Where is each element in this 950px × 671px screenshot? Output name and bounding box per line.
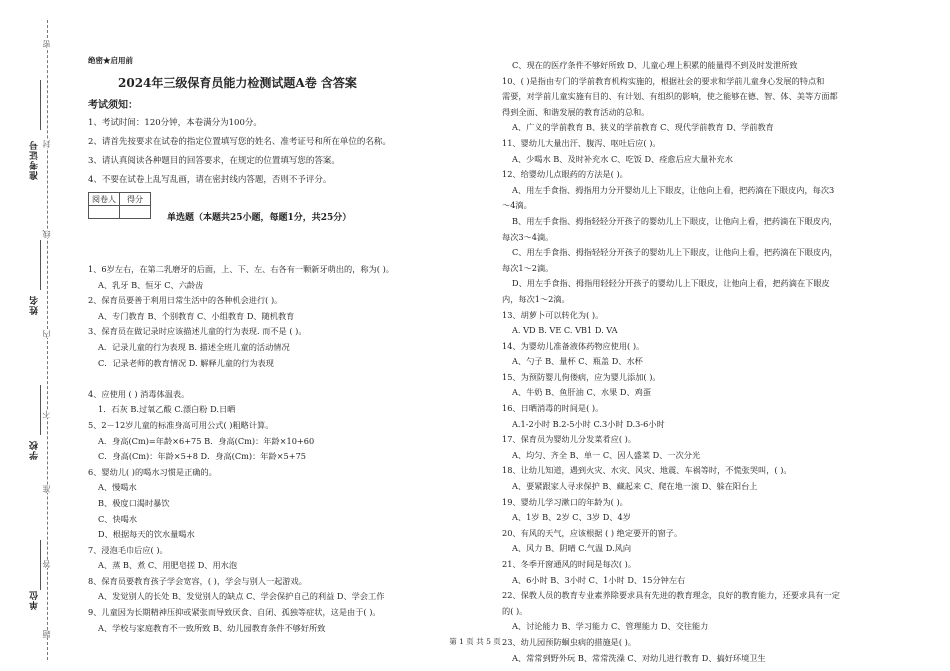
answer-option-line: A、6小时 B、3小时 C、1小时 D、15分钟左右 xyxy=(512,574,686,585)
score-table-header-score: 得分 xyxy=(120,193,151,206)
question-line: 的( )。 xyxy=(502,605,528,616)
answer-option-line: C．记录老师的教育情况 D. 解释儿童的行为表现 xyxy=(98,357,274,368)
score-table xyxy=(88,192,151,219)
question-line: 3、保育员在做记录时应该描述儿童的行为表现. 而不是 ( )。 xyxy=(88,326,307,337)
question-line: 17、保育员为婴幼儿分发菜肴应( )。 xyxy=(502,434,637,445)
answer-option-line: C、现在的医疗条件不够好所致 D、儿童心理上积累的能量得不到及时发泄所致 xyxy=(512,60,798,70)
question-line: 15、为预防婴儿佝偻病，应为婴儿添加( )。 xyxy=(502,371,661,382)
question-line: 内，每次1～2滴。 xyxy=(502,293,570,304)
answer-option-line: B、极度口渴时暴饮 xyxy=(98,497,170,508)
seal-char: 线 xyxy=(42,230,51,238)
exam-number-line[interactable] xyxy=(40,80,41,130)
answer-option-line: C、快喝水 xyxy=(98,513,138,524)
notice-item: 2、请首先按要求在试卷的指定位置填写您的姓名、准考证号和所在单位的名称。 xyxy=(88,137,391,147)
question-line: 8、保育员要教育孩子学会宽容，( )，学会与别人一起游戏。 xyxy=(88,575,307,586)
answer-option-line: A．记录儿童的行为表现 B. 描述全班儿童的活动情况 xyxy=(98,341,290,352)
seal-char: 密 xyxy=(42,40,51,48)
answer-option-line: A. VD B. VE C. VB1 D. VA xyxy=(512,325,618,336)
seal-char: 封 xyxy=(42,140,51,148)
question-line: 5、2－12岁儿童的标准身高可用公式( )粗略计算。 xyxy=(88,419,274,430)
question-line: 21、冬季开窗通风的时间是每次( )。 xyxy=(502,559,637,569)
question-line xyxy=(88,371,468,387)
answer-option-line: A、慢喝水 xyxy=(98,482,137,493)
answer-option-line: A、用左手食指、拇指用力分开婴幼儿上下眼皮，让他向上看，把药滴在下眼皮内，每次3 xyxy=(512,184,835,195)
question-line: 18、让幼儿知道，遇到火灾、水灾、风灾、地震、车祸等时，不慌张哭叫，( )。 xyxy=(502,465,792,476)
answer-option-line: C、用左手食指、拇指轻轻分开孩子的婴幼儿上下眼皮，让他向上看，把药滴在下眼皮内， xyxy=(512,247,838,258)
question-line: 20、有风的天气，应该根据 ( ) 绝定要开的窗子。 xyxy=(502,527,683,538)
question-line: 2、保育员要善于利用日常生活中的各种机会进行( )。 xyxy=(88,295,283,306)
question-line: 需要，对学前儿童实施有目的、有计划、有组织的影响，使之能够在德、智、体、美等方面都 xyxy=(502,91,838,102)
score-cell[interactable] xyxy=(120,206,151,219)
page-title: 2024年三级保育员能力检测试题A卷 含答案 xyxy=(118,76,357,90)
page-footer: 第 1 页 共 5 页 xyxy=(449,637,501,646)
question-line: 16、日晒消毒的时间是( )。 xyxy=(502,403,604,414)
label-unit: 单位 xyxy=(30,590,40,610)
secret-mark: 绝密★启用前 xyxy=(88,56,133,65)
label-school: 学校 xyxy=(30,440,40,460)
answer-option-line: A、蒸 B、煮 C、用肥皂搓 D、用水泡 xyxy=(98,560,238,571)
seal-char: 内 xyxy=(42,330,51,338)
notice-list xyxy=(88,114,391,190)
question-line: 23、幼儿园预防蛔虫病的措施是( )。 xyxy=(502,636,637,647)
seal-char: 准 xyxy=(42,485,51,493)
answer-option-line: D、根据每天的饮水量喝水 xyxy=(98,529,195,540)
question-line: 1、6岁左右，在第二乳磨牙的后面，上、下、左、右各有一颗新牙萌出的，称为( )。 xyxy=(88,264,394,274)
answer-option-line: A、要紧跟家人寻求保护 B、藏起来 C、爬在地一滚 D、躲在阳台上 xyxy=(512,481,758,492)
question-line: 10、( )是指由专门的学前教育机构实施的，根据社会的要求和学前儿童身心发展的特点和 xyxy=(502,75,825,86)
score-table-header-grader: 阅卷人 xyxy=(89,193,120,206)
question-line: 每次3～4滴。 xyxy=(502,231,554,242)
label-name: 姓名 xyxy=(30,295,40,315)
question-line: 6、婴幼儿( )的喝水习惯是正确的。 xyxy=(88,466,217,477)
answer-option-line: A．身高(Cm)=年龄×6+75 B．身高(Cm)：年龄×10+60 xyxy=(98,435,315,446)
answer-option-line: A.1-2小时 B.2-5小时 C.3小时 D.3-6小时 xyxy=(512,418,665,429)
question-line: 11、婴幼儿大量出汗、腹泻、呕吐后应( )。 xyxy=(502,137,661,148)
right-question-column xyxy=(502,58,922,666)
seal-char: 不 xyxy=(42,410,51,418)
question-line: 4、应使用 ( ) 消毒体温表。 xyxy=(88,388,190,399)
answer-option-line: A、勺子 B、量杯 C、瓶盖 D、水杯 xyxy=(512,356,643,367)
answer-option-line: A、学校与家庭教育不一致所致 B、幼儿园教育条件不够好所致 xyxy=(98,622,326,633)
answer-option-line: A、广义的学前教育 B、狭义的学前教育 C、现代学前教育 D、学前教育 xyxy=(512,122,774,133)
question-line: 12、给婴幼儿点眼药的方法是( )。 xyxy=(502,169,628,180)
binding-strip xyxy=(0,0,70,671)
seal-char: 答 xyxy=(42,560,51,568)
grader-cell[interactable] xyxy=(89,206,120,219)
answer-option-line: A、发觉别人的长处 B、发觉别人的缺点 C、学会保护自己的利益 D、学会工作 xyxy=(98,591,385,602)
answer-option-line: A、1岁 B、2岁 C、3岁 D、4岁 xyxy=(512,512,631,523)
answer-option-line: A、专门教育 B、个别教育 C、小组教育 D、随机教育 xyxy=(98,310,295,321)
notice-item: 4、不要在试卷上乱写乱画，请在密封线内答题，否则不予评分。 xyxy=(88,175,332,185)
question-line: ～4滴。 xyxy=(502,200,532,211)
notice-heading: 考试须知： xyxy=(88,100,138,111)
question-line: 每次1～2滴。 xyxy=(502,262,554,273)
label-exam-number: 准考证号 xyxy=(30,140,40,180)
left-question-column xyxy=(88,262,468,636)
question-line: 19、婴幼儿学习漱口的年龄为( )。 xyxy=(502,496,628,507)
notice-item: 1、考试时间：120分钟，本卷满分为100分。 xyxy=(88,118,262,128)
question-line: 得到全面、和谐发展的教育活动的总和。 xyxy=(502,106,650,117)
answer-option-line: D、用左手食指、拇指用轻轻分开孩子的婴幼儿上下眼皮，让他向上看，把药滴在下眼皮 xyxy=(512,278,830,289)
answer-option-line: A、讨论能力 B、学习能力 C、管理能力 D、交往能力 xyxy=(512,621,709,632)
seal-char: 题 xyxy=(42,630,51,638)
question-line: 22、保教人员的教育专业素养除要求具有先进的教育理念，良好的教育能力，还要求具有一定 xyxy=(502,590,840,601)
section-heading: 单选题（本题共25小题，每题1分，共25分） xyxy=(167,213,352,223)
answer-option-line: A、少喝水 B、及时补充水 C、吃饭 D、痊愈后应大量补充水 xyxy=(512,153,733,164)
answer-option-line: A、风力 B、阴晴 C.气温 D.风向 xyxy=(512,543,632,554)
question-line: 14、为婴幼儿准备液体药物应使用( )。 xyxy=(502,340,645,351)
question-line: 7、浸泡毛巾后应( )。 xyxy=(88,544,168,555)
question-line: 9、儿童因为长期精神压抑或紧张而导致厌食、自闭、孤独等症状，这是由于( )。 xyxy=(88,607,381,618)
answer-option-line: A、均匀、齐全 B、单一 C、因人盛菜 D、一次分光 xyxy=(512,449,701,460)
name-line[interactable] xyxy=(40,240,41,290)
answer-option-line: B、用左手食指、拇指轻轻分开孩子的婴幼儿上下眼皮，让他向上看，把药滴在下眼皮内， xyxy=(512,215,838,226)
notice-item: 3、请认真阅读各种题目的回答要求，在规定的位置填写您的答案。 xyxy=(88,156,340,166)
answer-option-line: A、牛奶 B、鱼肝油 C、水果 D、鸡蛋 xyxy=(512,387,652,398)
answer-option-line: C．身高(Cm)：年龄×5+8 D．身高(Cm)：年龄×5+75 xyxy=(98,451,307,462)
answer-option-line: 1．石灰 B.过氧乙酸 C.漂白粉 D.日晒 xyxy=(98,404,236,415)
answer-option-line: A、乳牙 B、恒牙 C、六龄齿 xyxy=(98,279,204,290)
question-line: 13、胡萝卜可以转化为( )。 xyxy=(502,309,604,320)
answer-option-line: A、常常到野外玩 B、常常洗澡 C、对幼儿进行教育 D、搞好环境卫生 xyxy=(512,652,766,663)
